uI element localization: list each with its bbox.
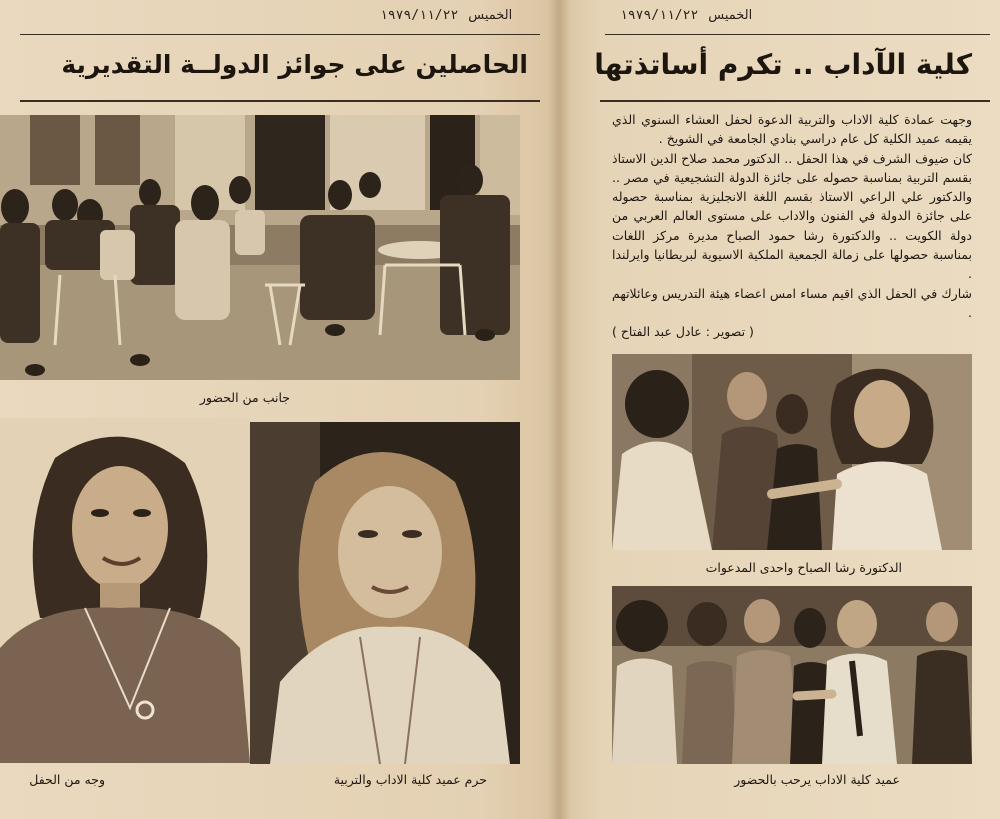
dean-welcome-caption: عميد كلية الاداب يرحب بالحضور <box>734 772 900 787</box>
article-body <box>612 110 972 350</box>
right-dateline <box>620 8 752 23</box>
rasha-photo <box>612 354 972 550</box>
left-headline: الحاصلين على جوائز الدولــة التقديرية <box>61 50 528 79</box>
guest-face-caption: وجه من الحفل <box>29 772 105 787</box>
article-paragraph: كان ضيوف الشرف في هذا الحفل .. الدكتور محمد صلاح الدين الاستاذ بقسم التربية بمناسبة حصوله على جائزة الدولة التشجيعية في مصر .. والدكتور علي الراعي الاستاذ بقسم اللغة الانجليزية بمناسبة حصوله على جائزة الدولة في الفنون والاداب على مستوى العالم العربي من دولة الكويت .. والدكتورة رشا حمود الصباح مديرة مركز اللغات بمناسبة حصولها على زمالة الجمعية الملكية الاسيوية لبريطانيا وايرلندا . <box>612 150 972 282</box>
dean-wife-photo <box>250 422 520 764</box>
right-date-day: الخميس <box>708 8 753 23</box>
paper-fold <box>548 0 570 819</box>
dean-wife-caption: حرم عميد كلية الاداب والتربية <box>333 772 487 787</box>
article-paragraph: شارك في الحفل الذي اقيم مساء امس اعضاء هيئة التدريس وعائلاتهم . <box>612 285 972 320</box>
right-headline: كلية الآداب .. تكرم أساتذتها <box>594 48 972 81</box>
article-paragraph: وجهت عمادة كلية الاداب والتربية الدعوة لحفل العشاء السنوي الذي يقيمه عميد الكلية كل عام دراسي بنادي الجامعة في الشويخ . <box>612 112 972 147</box>
right-date: ١٩٧٩/١١/٢٢ <box>620 8 699 23</box>
audience-photo <box>0 115 520 380</box>
photo-credit: ( تصوير : عادل عبد الفتاح ) <box>612 324 754 340</box>
left-headline-rule <box>20 100 540 102</box>
right-headline-rule <box>600 100 990 102</box>
rasha-caption: الدكتورة رشا الصباح واحدى المدعوات <box>705 560 902 575</box>
audience-caption: جانب من الحضور <box>199 390 290 405</box>
left-dateline <box>380 8 512 23</box>
left-date-day: الخميس <box>468 8 513 23</box>
dean-welcome-photo <box>612 586 972 764</box>
right-top-rule <box>605 34 990 35</box>
left-top-rule <box>20 34 540 35</box>
left-date: ١٩٧٩/١١/٢٢ <box>380 8 459 23</box>
guest-face-photo <box>0 418 250 763</box>
